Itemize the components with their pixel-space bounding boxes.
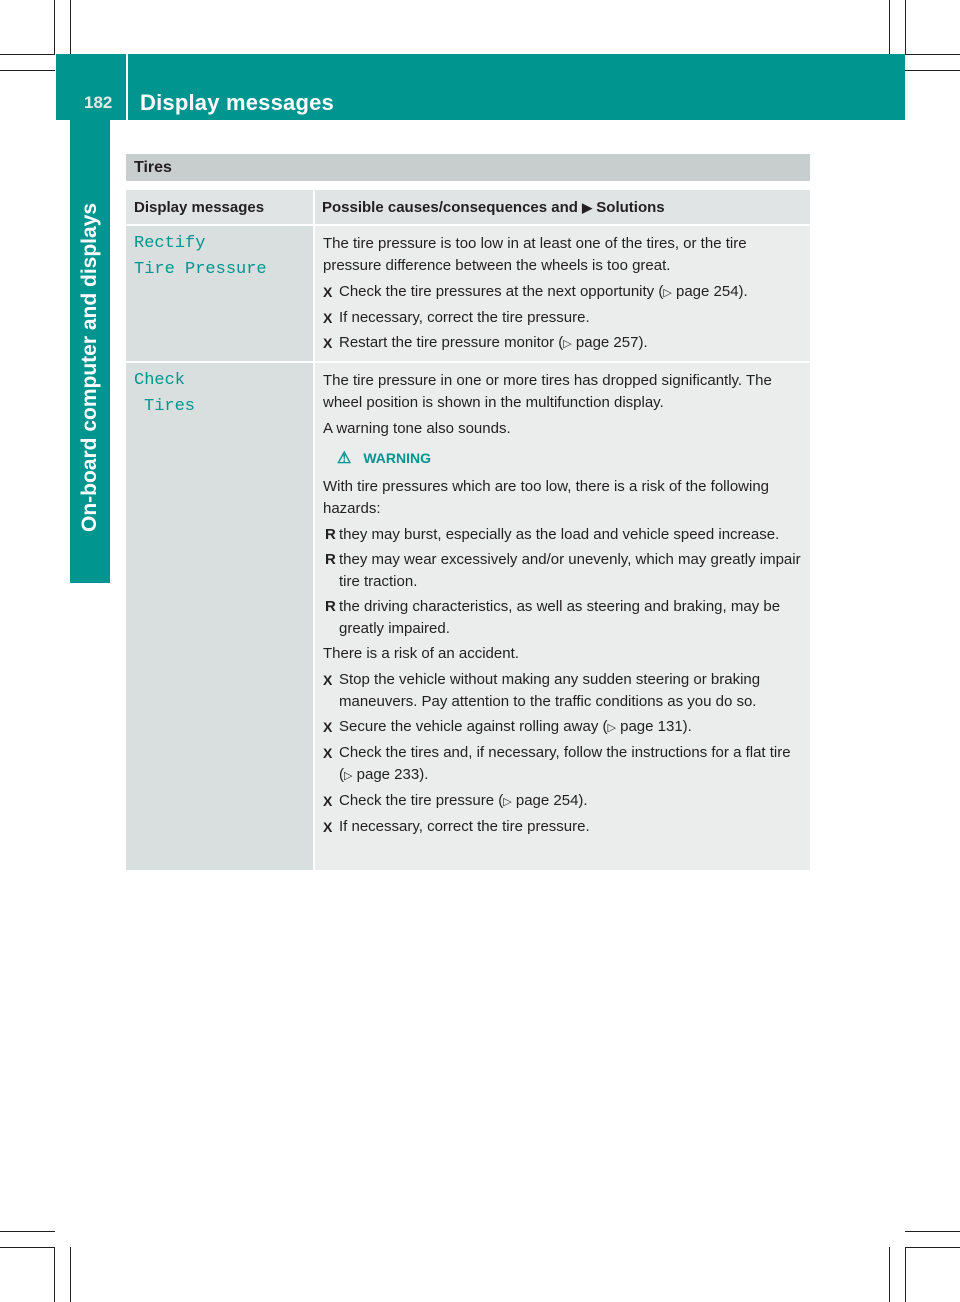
solution-step [323,669,808,713]
hazard-text: they may wear excessively and/or unevenly, which may greatly impair tire traction. [339,551,801,590]
step-text: If necessary, correct the tire pressure. [339,818,590,835]
solution-step [323,790,808,813]
page-ref-icon: ▷ [663,287,672,299]
crop-mark [889,1247,890,1302]
column-header-causes [322,199,665,216]
crop-mark [54,1247,55,1302]
side-tab-label: On-board computer and displays [78,202,101,532]
crop-mark [905,1247,906,1302]
solutions-arrow-icon: ▶ [582,200,593,215]
warning-label: WARNING [363,450,432,466]
solution-step [323,332,808,355]
table-header-row [126,190,810,224]
step-text: Stop the vehicle without making any sudden steering or braking maneuvers. Pay attention to the traffic conditions as you do so. [339,671,761,710]
causes-cell [315,226,810,361]
risk-text: There is a risk of an accident. [323,645,519,662]
page-ref[interactable]: page 131). [615,718,692,735]
display-message-line: Check [134,371,186,390]
table-row [126,226,810,361]
table-row [126,363,810,870]
page-ref-icon: ▷ [344,770,353,782]
step-marker-icon: X [323,335,333,351]
crop-mark [0,1247,55,1248]
page-ref-icon: ▷ [563,338,572,350]
warning-heading [337,448,808,469]
step-text: Check the tires and, if necessary, follow the instructions for a flat tire ( [339,744,791,783]
page-ref[interactable]: page 254). [511,792,588,809]
step-text: Restart the tire pressure monitor ( [339,334,564,351]
step-text: Check the tire pressure ( [339,792,504,809]
hazard-item [323,596,808,640]
step-marker-icon: X [323,819,333,835]
step-text: Secure the vehicle against rolling away ( [339,718,608,735]
step-marker-icon: X [323,793,333,809]
crop-mark [70,0,71,55]
cause-text: The tire pressure is too low in at least one of the tires, or the tire pressure difference between the wheels is too great. [323,235,747,274]
solution-step [323,816,808,838]
solution-step [323,281,808,304]
page-ref[interactable]: page 233). [352,766,429,783]
step-marker-icon: X [323,284,333,300]
page-ref-icon: ▷ [503,796,512,808]
warning-icon: ⚠ [337,450,352,467]
page-ref[interactable]: page 254). [671,283,748,300]
display-message-cell [126,226,313,361]
warning-text: With tire pressures which are too low, there is a risk of the following hazards: [323,478,770,517]
table-title: Tires [134,159,172,176]
hazard-text: they may burst, especially as the load and vehicle speed increase. [339,526,780,543]
hazard-text: the driving characteristics, as well as steering and braking, may be greatly impaired. [339,598,781,637]
crop-mark [0,1231,55,1232]
bullet-icon: R [325,526,336,543]
crop-mark [70,1247,71,1302]
crop-mark [905,54,960,55]
page-ref[interactable]: page 257). [571,334,648,351]
step-marker-icon: X [323,672,333,688]
solution-step [323,716,808,739]
crop-mark [889,0,890,55]
section-title: Display messages [140,90,334,115]
step-marker-icon: X [323,310,333,326]
step-text: Check the tire pressures at the next opportunity ( [339,283,664,300]
display-message-line: Rectify [134,234,206,253]
crop-mark [905,1247,960,1248]
crop-mark [905,1231,960,1232]
display-message-line: Tire Pressure [134,260,267,279]
crop-mark [0,70,55,71]
causes-cell [315,363,810,870]
solution-step [323,742,808,787]
column-header-display: Display messages [134,199,265,216]
page-number: 182 [84,93,113,112]
crop-mark [905,0,906,55]
display-message-cell [126,363,313,870]
table-title-bar [126,154,810,181]
cause-text: A warning tone also sounds. [323,420,511,437]
cause-text: The tire pressure in one or more tires has dropped significantly. The wheel position is shown in the multifunction display. [323,372,772,411]
solution-step [323,307,808,329]
crop-mark [54,0,55,55]
step-marker-icon: X [323,719,333,735]
step-marker-icon: X [323,745,333,761]
causes-label: Possible causes/consequences and [322,199,578,216]
hazard-item [323,524,808,546]
page-ref-icon: ▷ [607,722,616,734]
bullet-icon: R [325,551,336,568]
step-text: If necessary, correct the tire pressure. [339,309,590,326]
hazard-item [323,549,808,593]
bullet-icon: R [325,598,336,615]
header-divider [126,54,128,120]
crop-mark [0,54,55,55]
display-message-line: Tires [144,397,196,416]
solutions-label: Solutions [596,199,665,216]
crop-mark [905,70,960,71]
column-separator [313,190,315,224]
